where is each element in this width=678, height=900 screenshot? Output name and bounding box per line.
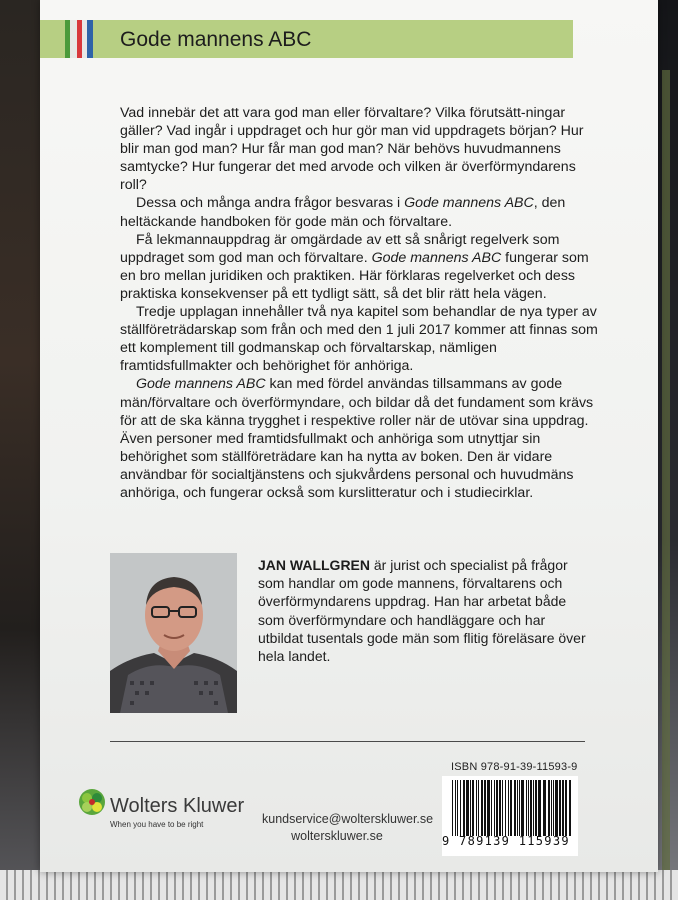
barcode-bar	[466, 780, 469, 836]
author-bio	[258, 556, 588, 665]
barcode-bar	[569, 780, 571, 836]
barcode-bar	[555, 780, 558, 836]
wolters-kluwer-logo-icon	[78, 788, 106, 816]
barcode-digits: 9 789139 115939	[442, 834, 570, 848]
paragraph-text: , den heltäckande handboken för gode män och förvaltare.	[120, 195, 566, 230]
barcode-bar	[565, 780, 567, 836]
background-left	[0, 0, 40, 900]
paragraph-text: kan med fördel användas tillsammans av gode män/förvaltare och överförmyndare, och bildar då det fundament som krävs för att de ska känna trygghet i respektive roller när de utövar sina uppdrag. Även personer med framtidsfullmakt och anhöriga som utnyttjar sin behörighet som ställföreträdare kan ha nytta av boken. Den är vidare användbar för socialtjänstens och sjukvårdens personal och huvudmäns anhöriga, och fungerar också som kurslitteratur och i studiecirklar.	[120, 376, 594, 501]
author-photo	[110, 553, 237, 713]
paragraph	[120, 194, 602, 230]
barcode-bar	[519, 780, 520, 836]
barcode-bar	[521, 780, 524, 836]
barcode-bar	[494, 780, 495, 836]
barcode-bar	[530, 780, 532, 836]
barcode-bar	[514, 780, 516, 836]
paragraph	[120, 375, 602, 502]
barcode-bar	[487, 780, 490, 836]
publisher-name: Wolters Kluwer	[110, 795, 245, 817]
author-name: JAN WALLGREN	[258, 557, 370, 573]
barcode-bar	[535, 780, 537, 836]
publisher-tagline: When you have to be right	[110, 820, 204, 829]
paragraph	[120, 303, 602, 375]
barcode-bar	[460, 780, 461, 836]
barcode-bar	[478, 780, 479, 836]
barcode-bar	[510, 780, 512, 836]
book-title-reference: Gode mannens ABC	[404, 195, 534, 212]
barcode-bar	[543, 780, 546, 836]
paragraph-text: fungerar som en bro mellan juridiken och praktiken. Här förklaras regelverket och dess praktiska konsekvenser på ett tydligt sätt, så det blir rätt hela vägen.	[120, 249, 589, 302]
barcode-bar	[491, 780, 492, 836]
background-checkered-cloth	[0, 870, 678, 900]
paragraph-text: Få lekmannauppdrag är omgärdade av ett så snårigt regelverk som uppdraget som god man och förvaltare.	[120, 231, 560, 266]
barcode-bar	[470, 780, 471, 836]
barcode-bar	[508, 780, 509, 836]
barcode-bar	[533, 780, 534, 836]
barcode-bar	[463, 780, 465, 836]
color-stripe-white	[70, 20, 77, 58]
publisher-logo	[78, 788, 245, 829]
barcode-bar	[562, 780, 564, 836]
barcode-bar	[484, 780, 486, 836]
barcode-bar	[538, 780, 541, 836]
barcode-bars	[452, 780, 572, 836]
book-title: Gode mannens ABC	[120, 28, 312, 51]
barcode-bar	[457, 780, 458, 836]
barcode-bar	[476, 780, 477, 836]
barcode-bar	[526, 780, 527, 836]
barcode-bar	[472, 780, 474, 836]
paragraph	[120, 231, 602, 303]
paragraph-text: Dessa och många andra frågor besvaras i	[136, 195, 405, 212]
color-stripe-blue	[87, 20, 93, 58]
paragraph-text: Tredje upplagan innehåller två nya kapitel som behandlar de nya typer av ställföreträdarskap som från och med den 1 juli 2017 kommer att finnas som ett komplement till godmanskap och förvaltarskap, nämligen framtidsfullmakter och behörighet för anhöriga.	[120, 304, 598, 375]
barcode-bar	[455, 780, 456, 836]
barcode-bar	[548, 780, 550, 836]
background-green-book-edge	[662, 70, 670, 890]
barcode-bar	[499, 780, 501, 836]
contact-email: kundservice@wolterskluwer.se	[262, 812, 434, 826]
barcode-bar	[551, 780, 552, 836]
divider	[110, 741, 585, 742]
barcode-bar	[452, 780, 453, 836]
barcode	[442, 776, 578, 856]
barcode-bar	[502, 780, 503, 836]
description	[120, 104, 602, 502]
barcode-bar	[528, 780, 529, 836]
barcode-bar	[559, 780, 561, 836]
barcode-bar	[505, 780, 506, 836]
publisher-contact	[262, 811, 434, 845]
paragraph-text: Vad innebär det att vara god man eller förvaltare? Vilka förutsätt-ningar gäller? Vad ingår i uppdraget och hur gör man vid uppdragets början? Hur blir man god man? Hur får man god man? När behövs huvudmannens samtycke? Hur fungerar det med arvode och vilken är överförmyndarens roll?	[120, 105, 584, 194]
book-title-reference: Gode mannens ABC	[371, 249, 502, 266]
isbn: ISBN 978-91-39-11593-9	[451, 761, 578, 773]
barcode-bar	[517, 780, 518, 836]
author-bio-text: är jurist och specialist på frågor som handlar om gode mannens, förvaltarens och överförmyndarens uppdrag. Han har arbetat både som överförmyndare och handläggare och har utbildat tusentals gode män som flitig föreläsare över hela landet.	[258, 557, 586, 665]
contact-website: wolterskluwer.se	[291, 829, 383, 843]
barcode-bar	[496, 780, 498, 836]
barcode-bar	[481, 780, 483, 836]
book-back-cover	[40, 0, 658, 872]
book-title-reference: Gode mannens ABC	[136, 376, 266, 393]
paragraph	[120, 104, 602, 194]
barcode-bar	[553, 780, 554, 836]
